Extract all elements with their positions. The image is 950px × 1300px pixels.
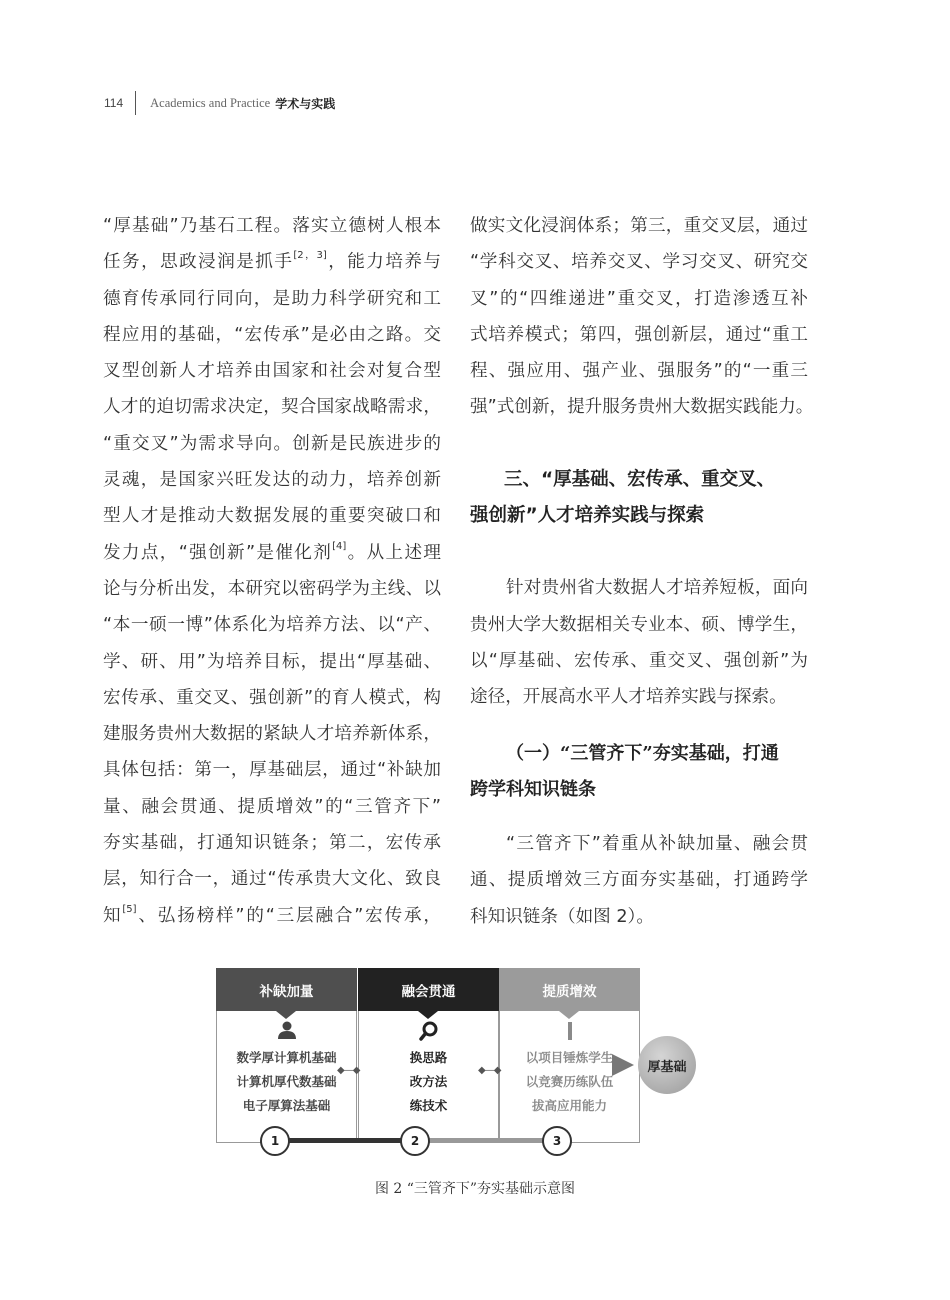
text-line: 量、融会贯通、提质增效”的“三管齐下” — [103, 796, 441, 817]
text-line: “重交叉”为需求导向。创新是民族进步的 — [103, 433, 441, 454]
journal-title-cn: 学术与实践 — [275, 96, 336, 111]
text-line: 科知识链条（如图 2）。 — [470, 906, 654, 927]
result-circle: 厚基础 — [638, 1036, 696, 1094]
figure-caption: 图 2 “三管齐下”夯实基础示意图 — [374, 1181, 576, 1197]
citation: [4] — [332, 540, 347, 552]
connector-icon: ◆—◆ — [337, 1065, 360, 1076]
text-line: 层，知行合一，通过“传承贵大文化、致良 — [103, 869, 441, 890]
box-line: 以竞赛历练队伍 — [525, 1074, 614, 1089]
subsection-heading: 跨学科知识链条 — [470, 778, 596, 800]
subsection-heading: （一）“三管齐下”夯实基础，打通 — [506, 742, 779, 764]
header-pointer — [276, 1011, 296, 1019]
right-column — [470, 208, 814, 935]
text-line: 通、提质增效三方面夯实基础，打通跨学 — [470, 870, 808, 891]
section-heading: 强创新”人才培养实践与探索 — [470, 505, 705, 527]
text-line: 型人才是推动大数据发展的重要突破口和 — [103, 506, 441, 527]
bar-icon — [500, 1021, 639, 1045]
text-line: 贵州大学大数据相关专业本、硕、博学生， — [470, 614, 808, 635]
text-line: 程、强应用、强产业、强服务”的“一重三 — [470, 361, 808, 382]
text-line: 做实文化浸润体系；第三，重交叉层，通过 — [470, 216, 808, 236]
left-column — [103, 208, 441, 934]
figure-2-diagram — [216, 968, 706, 1163]
box-line: 计算机厚代数基础 — [236, 1074, 337, 1089]
running-header — [104, 90, 335, 116]
text-line: 知[5]、弘扬榜样”的“三层融合”宏传承， — [103, 903, 441, 926]
box-line: 练技术 — [409, 1098, 448, 1113]
text-line: 人才的迫切需求决定，契合国家战略需求， — [103, 397, 441, 418]
text-line: 以“厚基础、宏传承、重交叉、强创新”为 — [470, 650, 808, 671]
box-line: 电子厚算法基础 — [242, 1098, 331, 1113]
column-box-2 — [358, 1011, 499, 1143]
step-circle-3: 3 — [542, 1126, 572, 1156]
page-number: 114 — [104, 96, 124, 110]
text-line: 具体包括：第一，厚基础层，通过“补缺加 — [103, 760, 441, 781]
header-pointer — [418, 1011, 438, 1019]
column-box-3 — [499, 1011, 640, 1143]
text-line: 叉”的“四维递进”重交叉，打造渗透互补 — [470, 288, 808, 309]
search-icon — [359, 1021, 498, 1045]
text-line: 宏传承、重交叉、强创新”的育人模式，构 — [103, 687, 441, 708]
text-line: 强”式创新，提升服务贵州大数据实践能力。 — [470, 397, 814, 418]
column-box-1 — [216, 1011, 360, 1143]
text-line: 德育传承同行同向，是助力科学研究和工 — [103, 288, 441, 309]
text-line: 式培养模式；第四，强创新层，通过“重工 — [470, 324, 808, 345]
box-line: 改方法 — [409, 1074, 448, 1089]
text-line: “学科交叉、培养交叉、学习交叉、研究交 — [470, 252, 808, 273]
text-line: 夯实基础，打通知识链条；第二，宏传承 — [103, 833, 441, 854]
text-line: 叉型创新人才培养由国家和社会对复合型 — [103, 361, 441, 382]
arrow-right-icon — [612, 1054, 634, 1076]
text-line: “本一硕一博”体系化为培养方法、以“产、 — [103, 615, 441, 636]
text-line: 灵魂，是国家兴旺发达的动力，培养创新 — [103, 470, 441, 491]
column-header-1: 补缺加量 — [216, 968, 357, 1011]
text-line: “三管齐下”着重从补缺加量、融会贯 — [506, 834, 808, 855]
section-heading: 三、“厚基础、宏传承、重交叉、 — [504, 468, 776, 490]
header-pointer — [559, 1011, 579, 1019]
citation: [5] — [122, 903, 137, 915]
step-circle-2: 2 — [400, 1126, 430, 1156]
box-line: 换思路 — [409, 1050, 448, 1065]
box-line: 拔高应用能力 — [531, 1098, 607, 1113]
timeline-segment — [428, 1138, 558, 1143]
user-icon — [217, 1021, 356, 1043]
journal-title-en: Academics and Practice — [150, 95, 271, 110]
text-line: 发力点，“强创新”是催化剂[4]。从上述理 — [103, 540, 441, 563]
box-line: 以项目锤炼学生 — [525, 1050, 614, 1065]
column-header-2: 融会贯通 — [358, 968, 499, 1011]
text-line: 途径，开展高水平人才培养实践与探索。 — [470, 687, 787, 708]
step-circle-1: 1 — [260, 1126, 290, 1156]
text-line: 程应用的基础，“宏传承”是必由之路。交 — [103, 324, 441, 345]
citation: [2，3] — [293, 250, 327, 262]
box-line: 数学厚计算机基础 — [236, 1050, 337, 1065]
text-line: 针对贵州省大数据人才培养短板，面向 — [506, 578, 808, 599]
header-divider — [135, 91, 136, 115]
text-line: 论与分析出发，本研究以密码学为主线、以 — [103, 578, 441, 599]
column-header-3: 提质增效 — [499, 968, 640, 1011]
connector-icon: ◆—◆ — [478, 1065, 501, 1076]
text-line: 学、研、用”为培养目标，提出“厚基础、 — [103, 651, 441, 672]
text-line: “厚基础”乃基石工程。落实立德树人根本 — [103, 216, 441, 236]
text-line: 任务，思政浸润是抓手[2，3]，能力培养与 — [103, 250, 441, 273]
text-line: 建服务贵州大数据的紧缺人才培养新体系， — [103, 724, 441, 745]
